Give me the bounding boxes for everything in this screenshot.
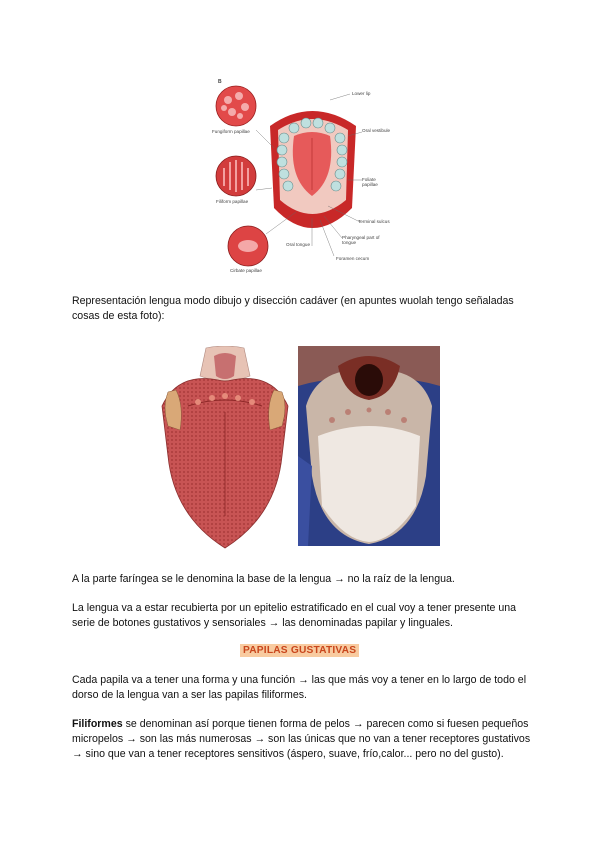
label-oral-vestibule: Oral vestibule — [362, 128, 391, 133]
label-circumvallate: Cirbate papillae — [230, 268, 262, 273]
section-heading-papilas: PAPILAS GUSTATIVAS — [240, 644, 359, 657]
caption-photos: Representación lengua modo dibujo y disección cadáver (en apuntes wuolah tengo señaladas cosas de esta foto): — [72, 295, 514, 322]
term-filiformes: Filiformes — [72, 718, 123, 730]
label-foramen-cecum: Foramen cecum — [336, 256, 370, 261]
tongue-dissection-photo — [298, 346, 440, 546]
label-filiform: Filiform papillae — [216, 199, 249, 204]
tongue-drawing-image — [158, 346, 292, 550]
label-terminal-sulcus: Terminal sulcus — [358, 219, 390, 224]
paragraph-epitelio: La lengua va a estar recubierta por un epitelio estratificado en el cual voy a tener presente una serie de botones gustativos y sensoriales → las denominadas papilar y linguales. — [72, 602, 517, 629]
paragraph-base-lengua: A la parte faríngea se le denomina la base de la lengua → no la raíz de la lengua. — [72, 573, 455, 585]
diagram-letter: B — [218, 79, 222, 85]
paragraph-filiformes — [72, 717, 532, 762]
label-oral-part: Oral tongue — [286, 242, 311, 247]
label-lower-lip: Lower lip — [352, 91, 371, 96]
filiformes-description: se denominan así porque tienen forma de pelos → parecen como si fuesen pequeños micropelos → son las más numerosas → son las únicas que no van a tener receptores gustativos → sino que van a tener receptores sensitivos (áspero, suave, frío,calor... pero no del gusto). — [72, 718, 531, 760]
label-foliate: Foliate papillae — [362, 177, 378, 187]
paragraph-papilas: Cada papila va a tener una forma y una función → las que más voy a tener en lo largo de todo el dorso de la lengua van a ser las papilas filiformes. — [72, 674, 527, 701]
label-pharyngeal-part: Pharyngeal part of tongue — [342, 235, 380, 245]
label-fungiform: Fungiform papillae — [212, 129, 250, 134]
tongue-papillae-diagram — [212, 78, 392, 278]
